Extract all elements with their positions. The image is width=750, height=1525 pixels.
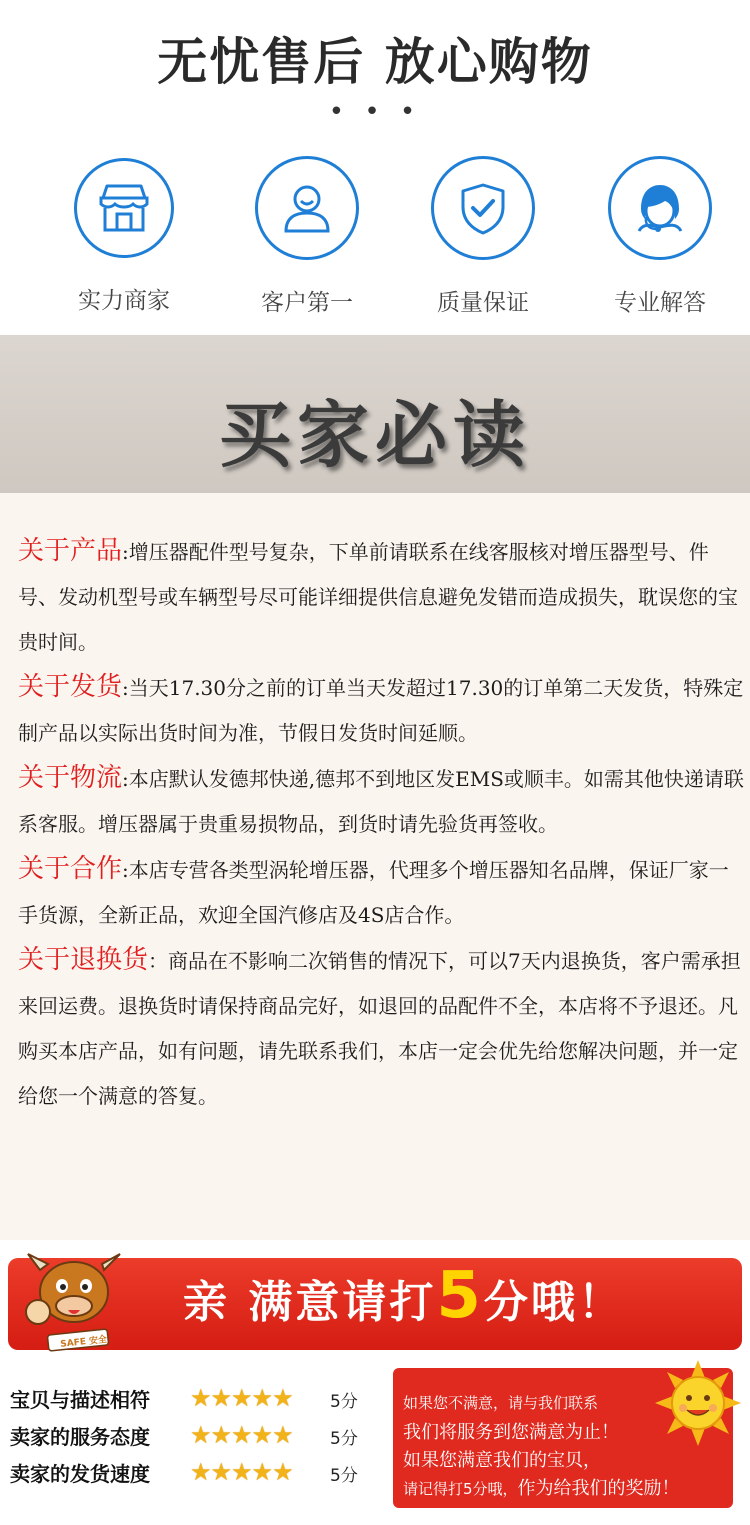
divider-dots: • • • [328, 97, 422, 127]
service-section [0, 0, 750, 335]
notice-heading: 关于物流 [18, 763, 123, 793]
notice-body: ：商品在不影响二次销售的情况下，可以7天内退换货，客户需承担来回运费。退换货时请保持商品完好，如退回的品配件不全，本店将不予退还。凡购买本店产品，如有问题，请先联系我们，本店一定会优先给您解决问题，并一定给您一个满意的答复。 [18, 949, 741, 1108]
notice-cooperation [18, 847, 746, 938]
promo-suffix: 分哦！ [483, 1277, 625, 1328]
rating-score: 5分 [330, 1392, 358, 1412]
buyer-notice-banner [0, 335, 750, 493]
note-line: 如果您不满意，请与我们联系 [403, 1394, 599, 1412]
rating-section [0, 1240, 750, 1525]
notice-text [18, 529, 746, 1119]
rating-row-shipping [10, 1456, 380, 1492]
promo-prefix: 亲 满意请打 [183, 1277, 437, 1328]
rating-score: 5分 [330, 1429, 358, 1449]
note-line-part: 请记得打5分哦， [403, 1480, 518, 1498]
mascot-caption: SAFE 安全 [59, 1334, 108, 1350]
feature-strength-merchant [34, 158, 214, 315]
star-rating-icon: ★★★★★ [190, 1384, 293, 1412]
page-title: 无忧售后 放心购物 [157, 33, 593, 91]
notice-body: :本店默认发德邦快递,德邦不到地区发EMS或顺丰。如需其他快递请联系客服。增压器属于贵重易损物品，到货时请先验货再签收。 [18, 767, 744, 836]
feature-label: 质量保证 [437, 290, 529, 316]
promo-message [183, 1259, 625, 1333]
notice-body: :当天17.30分之前的订单当天发超过17.30的订单第二天发货，特殊定制产品以实际出货时间为准，节假日发货时间延顺。 [18, 676, 744, 745]
rating-label: 宝贝与描述相符 [10, 1388, 150, 1412]
feature-label: 实力商家 [78, 288, 170, 314]
rating-row-service [10, 1419, 380, 1455]
notice-body: :增压器配件型号复杂，下单前请联系在线客服核对增压器型号、件号、发动机型号或车辆型号尽可能详细提供信息避免发错而造成损失，耽误您的宝贵时间。 [18, 540, 738, 654]
notice-returns [18, 938, 746, 1119]
banner-title: 买家必读 [218, 393, 531, 477]
feature-quality-guarantee [393, 158, 573, 317]
notice-heading: 关于产品 [18, 536, 123, 566]
feature-label: 专业解答 [614, 290, 706, 316]
star-rating-icon: ★★★★★ [190, 1458, 293, 1486]
feature-professional-answers [570, 158, 750, 317]
rating-row-description [10, 1382, 380, 1418]
star-rating-icon: ★★★★★ [190, 1421, 293, 1449]
note-line: 我们将服务到您满意为止！ [403, 1422, 619, 1443]
notice-body: :本店专营各类型涡轮增压器，代理多个增压器知名品牌，保证厂家一手货源，全新正品，欢迎全国汽修店及4S店合作。 [18, 858, 729, 927]
cow-mascot-icon [18, 1248, 138, 1360]
user-icon [255, 156, 359, 260]
notice-shipping [18, 665, 746, 756]
shield-check-icon [431, 156, 535, 260]
smiling-sun-icon [655, 1360, 741, 1450]
note-line-part: 作为给我们的奖励！ [517, 1478, 680, 1499]
rating-label: 卖家的服务态度 [10, 1425, 150, 1449]
notice-section [0, 493, 750, 1240]
promo-number: 5 [436, 1259, 484, 1333]
note-line [403, 1474, 680, 1500]
notice-heading: 关于退换货 [18, 945, 149, 975]
note-line: 如果您满意我们的宝贝， [403, 1450, 601, 1471]
support-agent-icon [608, 156, 712, 260]
notice-heading: 关于发货 [18, 672, 123, 702]
feature-customer-first [217, 158, 397, 317]
rating-score: 5分 [330, 1466, 358, 1486]
feature-label: 客户第一 [261, 290, 353, 316]
notice-logistics [18, 756, 746, 847]
notice-product [18, 529, 746, 665]
rating-label: 卖家的发货速度 [10, 1462, 150, 1486]
store-icon [74, 158, 174, 258]
notice-heading: 关于合作 [18, 854, 123, 884]
